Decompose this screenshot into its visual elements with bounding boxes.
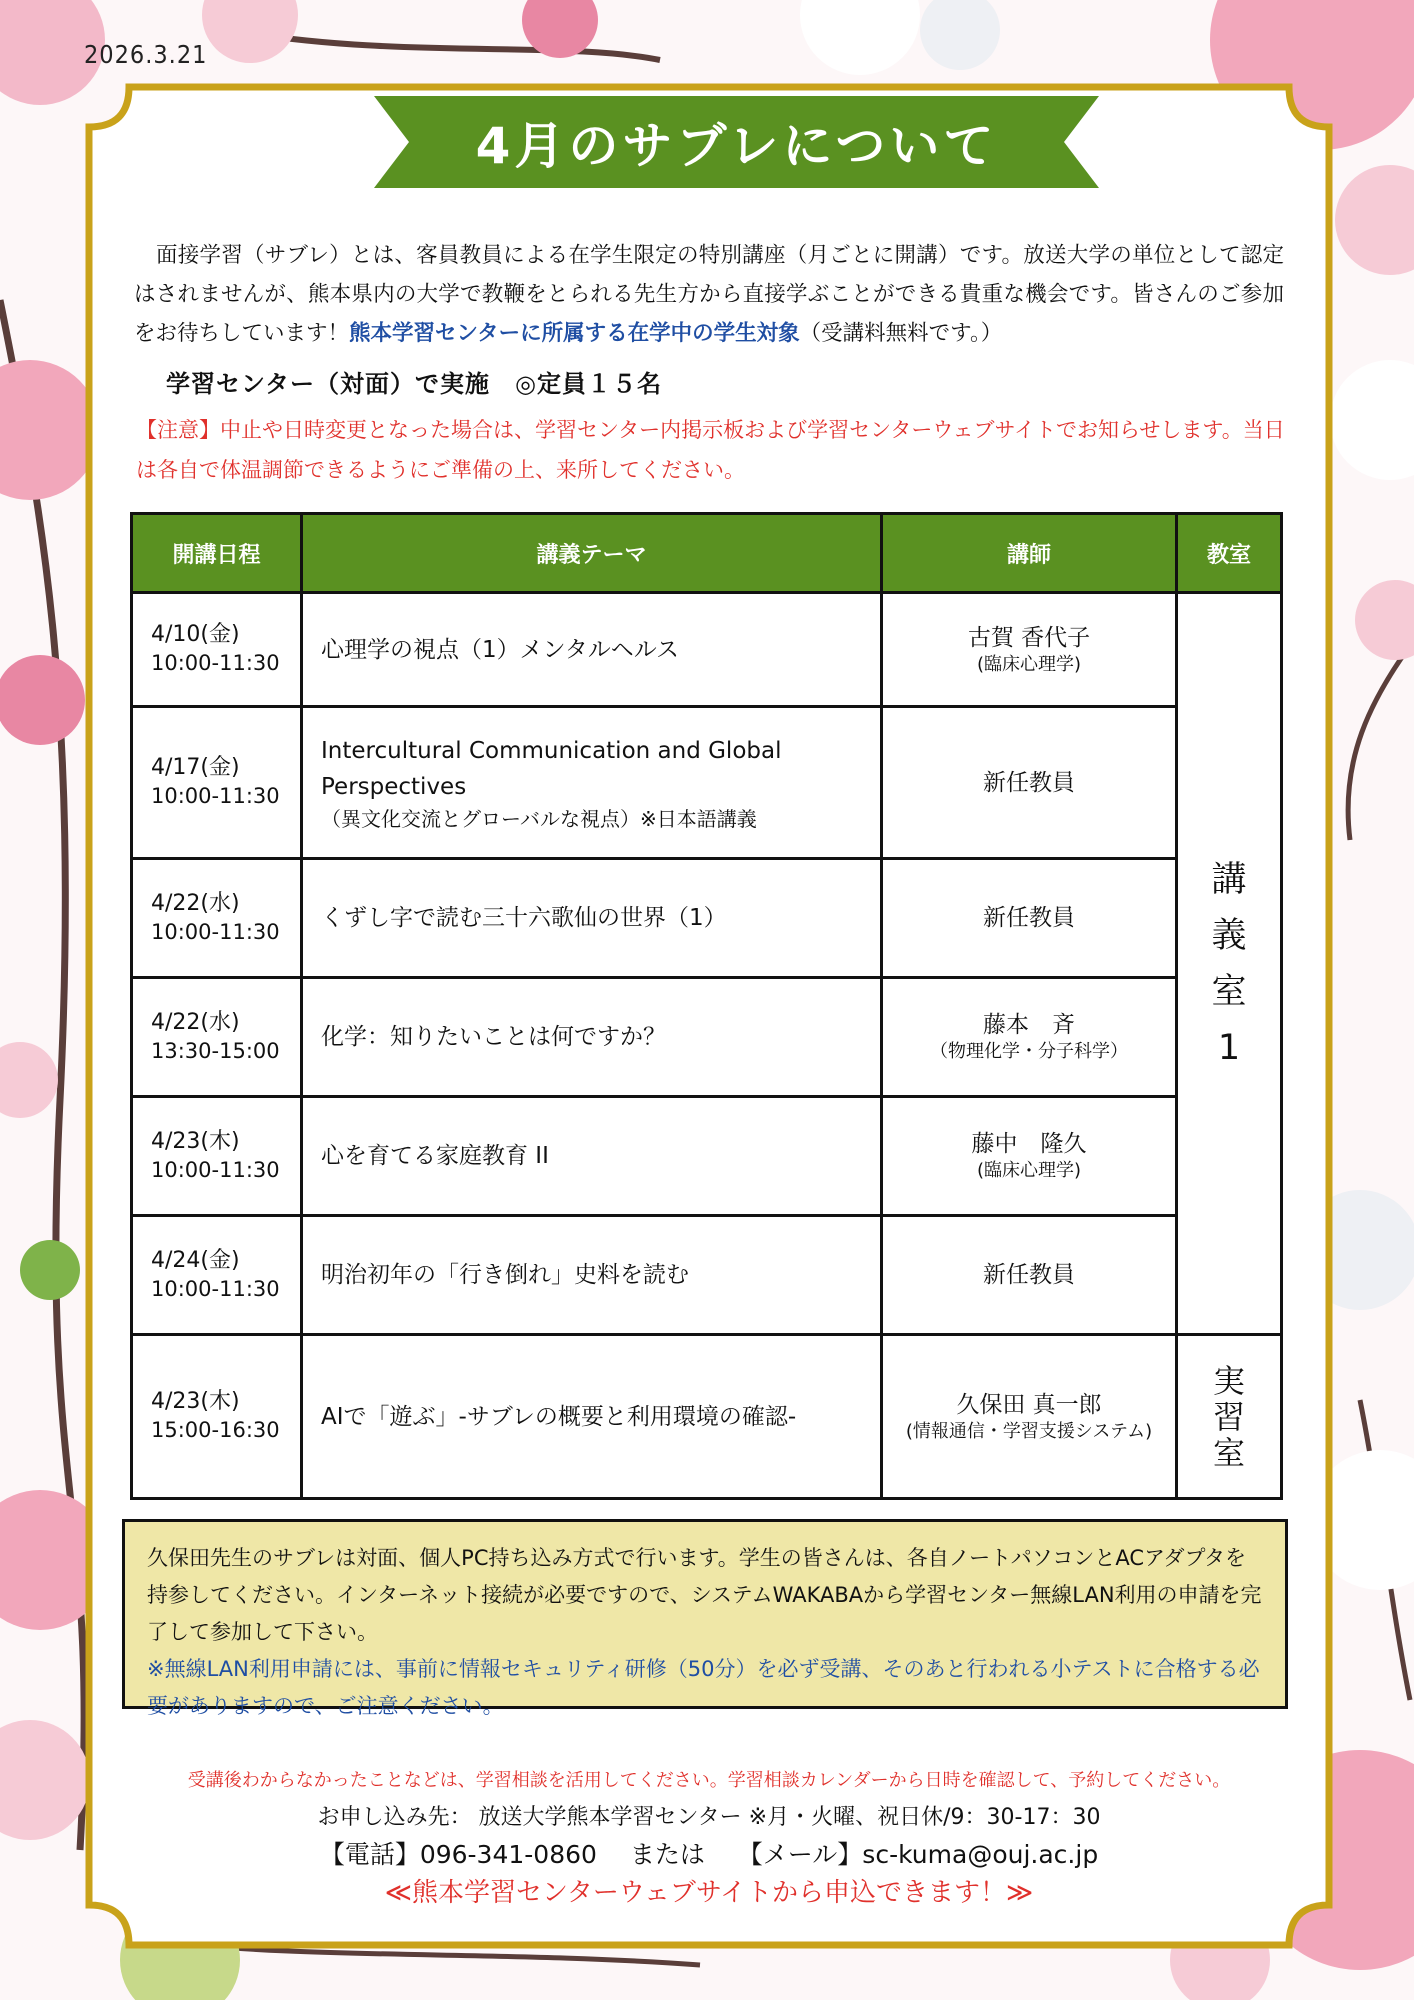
date-text: 4/23(木) [151,1389,240,1414]
time-text: 10:00-11:30 [151,1276,280,1301]
room2-char: 習 [1212,1397,1245,1436]
lecturer [882,1097,1177,1216]
lecturer [882,978,1177,1097]
time-text: 10:00-11:30 [151,1157,280,1182]
session-theme: 化学：知りたいことは何ですか？ [302,978,882,1097]
table-row [132,1216,1282,1335]
lecturer [882,1335,1177,1499]
date-text: 4/23(木) [151,1128,240,1154]
lecturer-specialty: (臨床心理学) [976,653,1082,675]
lecturer: 新任教員 [882,859,1177,978]
lecturer-name: 藤本 斉 [983,1012,1075,1038]
header-date: 開講日程 [132,514,302,593]
info-text: 久保田先生のサブレは対面、個人PC持ち込み方式で行います。学生の皆さんは、各自ノートパソコンとACアダプタを持参してください。インターネット接続が必要ですので、システムWAKABAから学習センター無線LAN利用の申請を完了して参加して下さい。 [147,1546,1262,1644]
format-capacity: 学習センター（対面）で実施 ◎定員１５名 [166,370,662,398]
table-row [132,1335,1282,1499]
room2-char: 室 [1212,1433,1245,1472]
session-theme: AIで「遊ぶ」-サブレの概要と利用環境の確認- [302,1335,882,1499]
schedule-table [130,512,1283,1500]
lecturer-specialty: (情報通信・学習支援システム) [905,1420,1153,1442]
session-date [132,707,302,859]
header-room: 教室 [1177,514,1282,593]
info-note: ※無線LAN利用申請には、事前に情報セキュリティ研修（50分）を必ず受講、そのあと行われる小テストに合格する必要がありますので、ご注意ください。 [147,1657,1260,1718]
pc-info-box [122,1519,1288,1718]
date-text: 4/17(金) [151,755,240,780]
header-lecturer: 講師 [882,514,1177,593]
date-text: 4/24(金) [151,1247,240,1273]
date-text: 4/22(水) [151,1009,240,1035]
table-row [132,1097,1282,1216]
date-text: 4/10(金) [151,622,240,647]
session-date [132,859,302,978]
lecturer-name: 久保田 真一郎 [956,1391,1102,1418]
table-row [132,707,1282,859]
intro-text: 面接学習（サブレ）とは、客員教員による在学生限定の特別講座（月ごとに開講）です。放送大学の単位として認定はされませんが、熊本県内の大学で教鞭をとられる先生方から直接学ぶことができる貴重な機会です。皆さんのご参加をお待ちしています！ [134,243,1284,346]
room1-char: 1 [1217,1027,1241,1068]
lecturer-specialty: （物理化学・分子科学） [930,1041,1128,1062]
intro-highlight: 熊本学習センターに所属する在学中の学生対象 [349,321,800,346]
session-theme: くずし字で読む三十六歌仙の世界（1） [302,859,882,978]
table-row [132,978,1282,1097]
session-theme [302,707,882,859]
time-text: 15:00-16:30 [151,1418,280,1442]
theme-text: Intercultural Communication and Global Perspectives [321,737,782,800]
lecturer-specialty: (臨床心理学) [976,1160,1082,1181]
page-title: 4月のサブレについて [475,117,998,175]
room1-char: 義 [1211,915,1247,956]
advice-text: 受講後わからなかったことなどは、学習相談を活用してください。学習相談カレンダーから日時を確認して、予約してください。 [187,1770,1231,1791]
table-row [132,859,1282,978]
time-text: 10:00-11:30 [151,651,280,675]
website-apply-text: ≪熊本学習センターウェブサイトから申込できます！≫ [384,1878,1034,1908]
time-text: 10:00-11:30 [151,919,280,944]
lecturer [882,593,1177,707]
date-text: 4/22(水) [151,890,240,916]
contact-text: お申し込み先： 放送大学熊本学習センター ※月・火曜、祝日休/9：30-17：30 [317,1805,1101,1830]
session-theme: 心を育てる家庭教育 II [302,1097,882,1216]
session-date [132,1335,302,1499]
room2-char: 実 [1212,1361,1245,1400]
session-date [132,1097,302,1216]
lecturer: 新任教員 [882,1216,1177,1335]
lecturer-name: 古賀 香代子 [967,624,1091,651]
session-date [132,978,302,1097]
room-lecture-1 [1177,593,1282,1335]
session-date [132,1216,302,1335]
table-row [132,593,1282,707]
room-practice [1177,1335,1282,1499]
table-header-row [132,514,1282,593]
notice-text: 【注意】中止や日時変更となった場合は、学習センター内掲示板および学習センターウェブサイトでお知らせします。当日は各自で体温調節できるようにご準備の上、来所してください。 [136,418,1285,482]
theme-subtext: （異文化交流とグローバルな視点）※日本語講義 [321,806,757,831]
issue-date: 2026.3.21 [84,40,208,69]
session-theme: 心理学の視点（1）メンタルヘルス [302,593,882,707]
lecturer: 新任教員 [882,707,1177,859]
lecturer-name: 藤中 隆久 [971,1131,1087,1157]
time-text: 13:30-15:00 [151,1038,280,1063]
intro-paragraph [134,236,1284,353]
phone-mail-text: 【電話】096-341-0860 または 【メール】sc-kuma@ouj.ac.jp [319,1840,1099,1869]
intro-suffix: （受講料無料です。） [799,321,1003,346]
room1-char: 室 [1211,971,1247,1012]
time-text: 10:00-11:30 [151,784,280,808]
header-theme: 講義テーマ [302,514,882,593]
session-date [132,593,302,707]
session-theme: 明治初年の「行き倒れ」史料を読む [302,1216,882,1335]
room1-char: 講 [1211,859,1247,900]
main-content [84,82,1334,1950]
